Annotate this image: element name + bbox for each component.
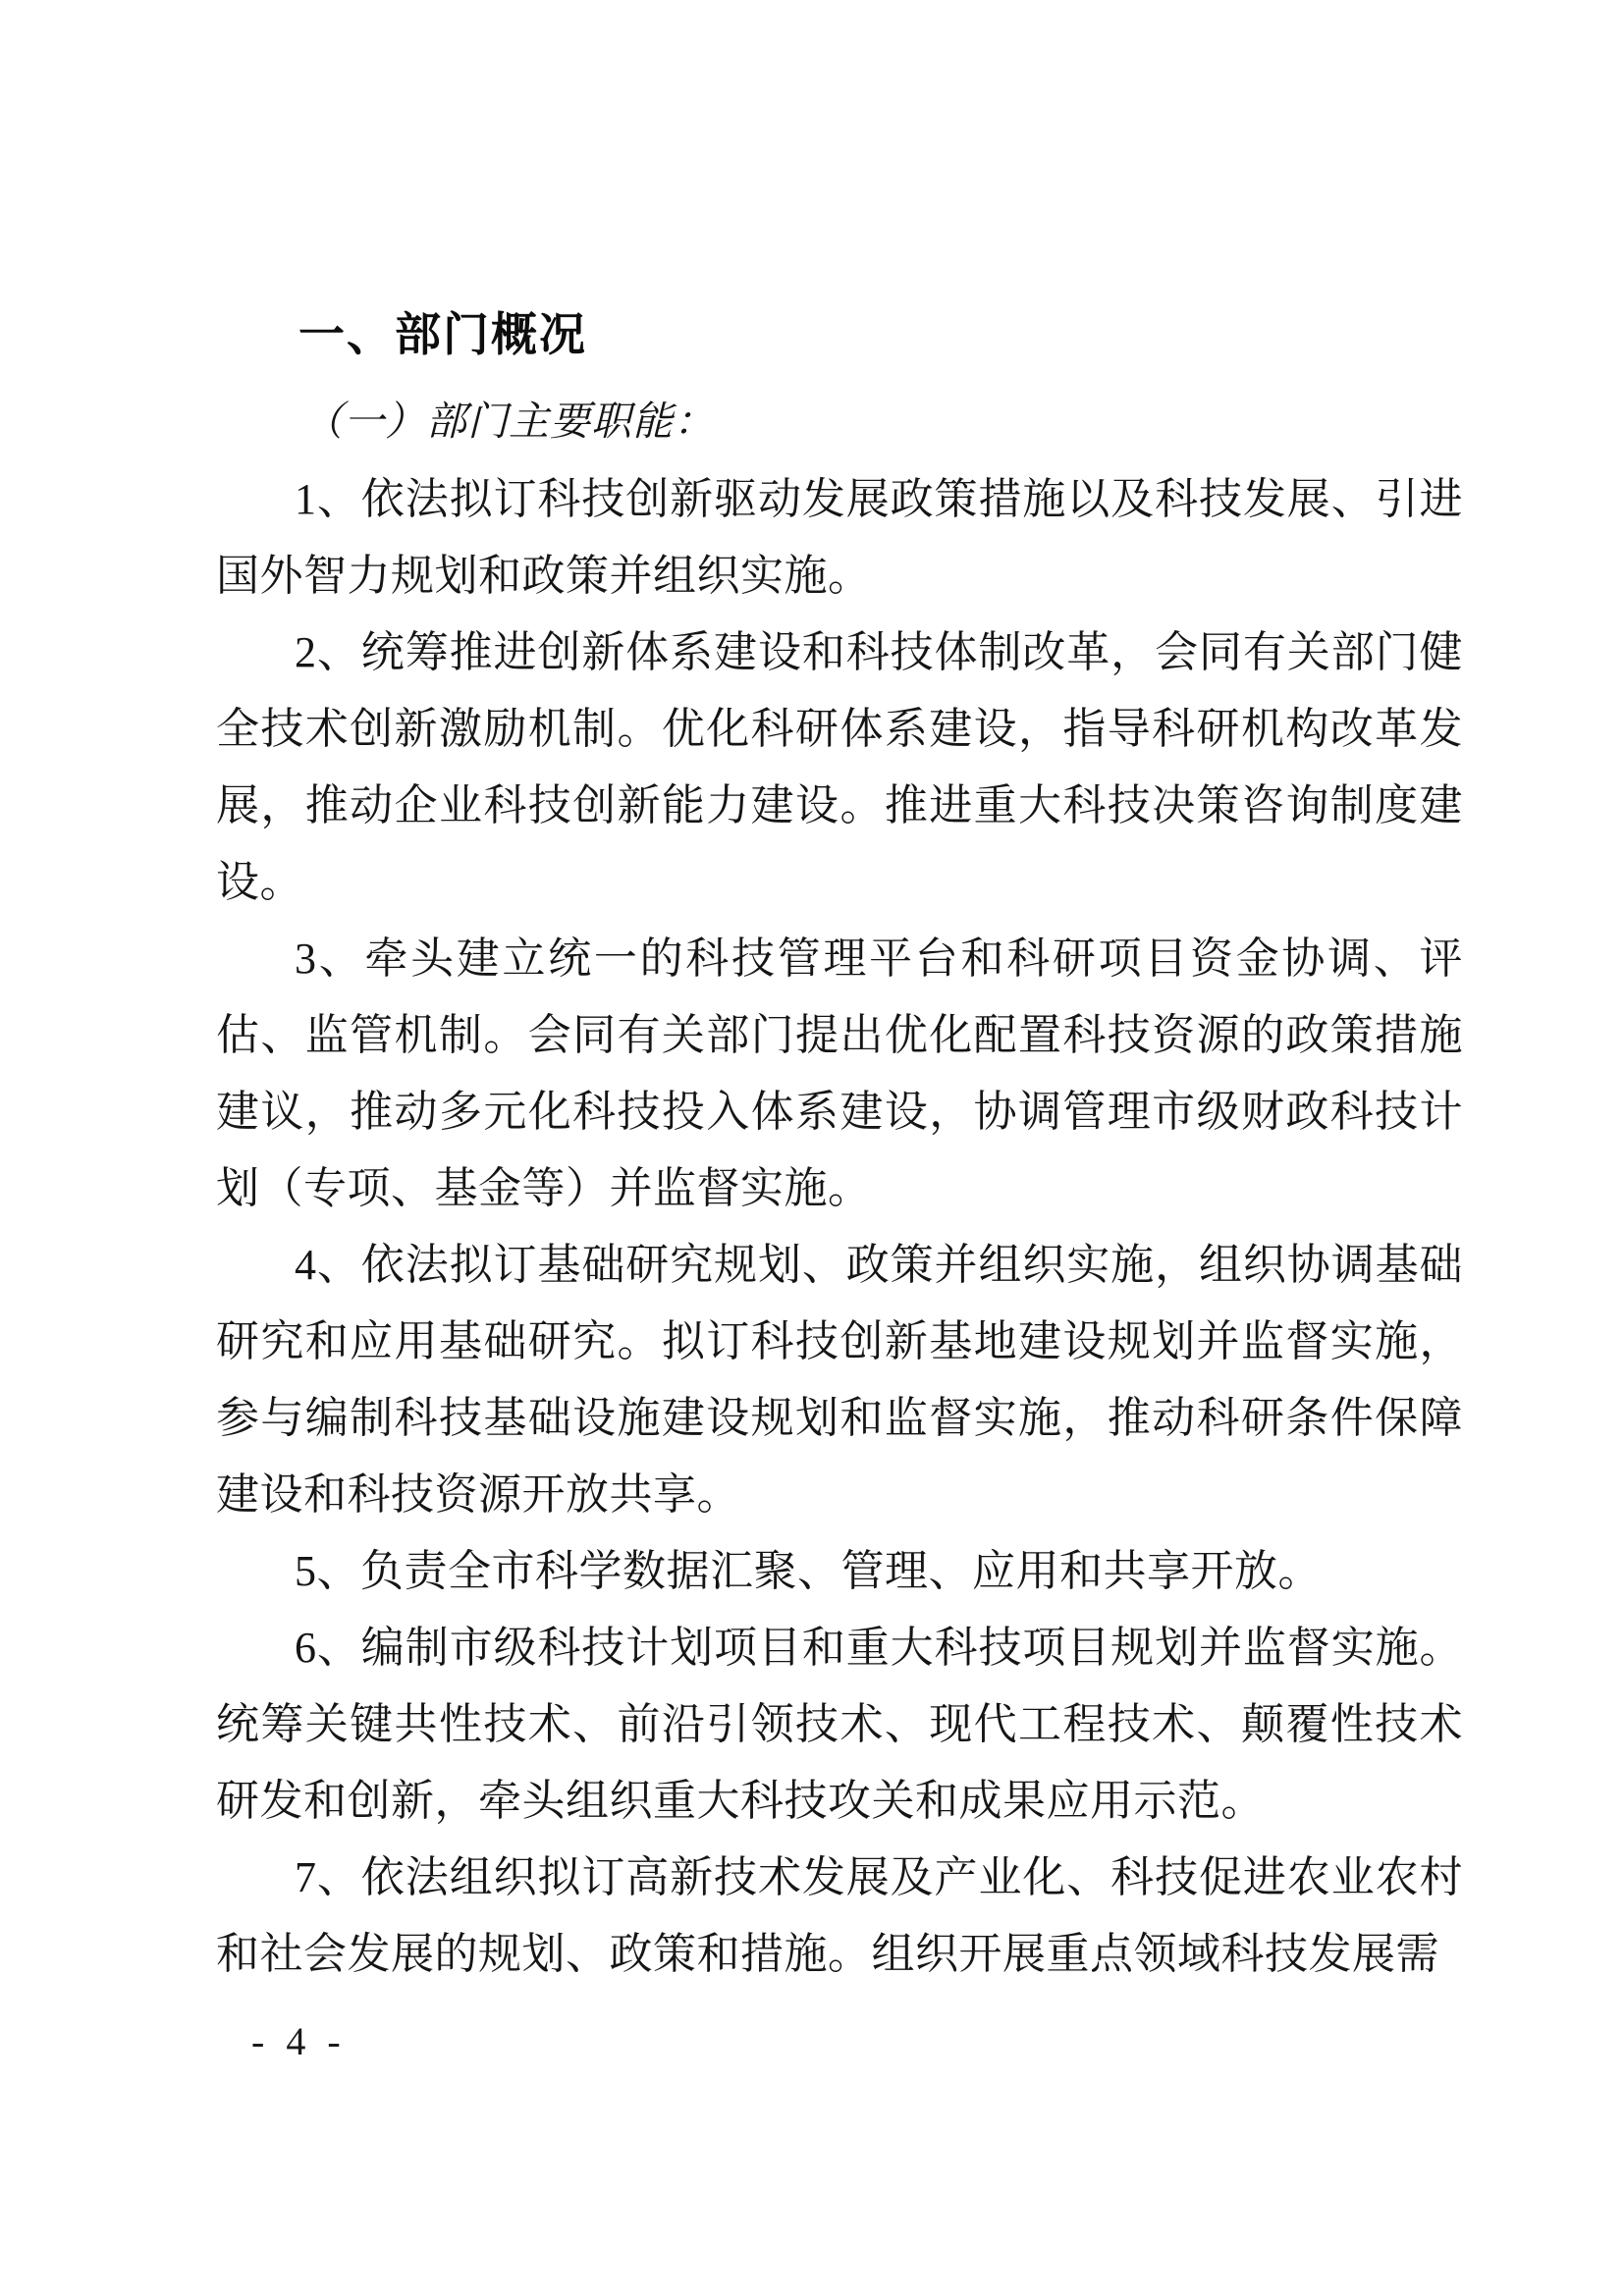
document-body bbox=[216, 289, 1463, 1993]
paragraph-6: 6、编制市级科技计划项目和重大科技项目规划并监督实施。统筹关键共性技术、前沿引领技术、现代工程技术、颠覆性技术研发和创新，牵头组织重大科技攻关和成果应用示范。 bbox=[216, 1624, 1463, 1825]
paragraph-7: 7、依法组织拟订高新技术发展及产业化、科技促进农业农村和社会发展的规划、政策和措施。组织开展重点领域科技发展需 bbox=[216, 1853, 1463, 1978]
paragraph-4: 4、依法拟订基础研究规划、政策并组织实施，组织协调基础研究和应用基础研究。拟订科技创新基地建设规划并监督实施，参与编制科技基础设施建设规划和监督实施，推动科研条件保障建设和科技资源开放共享。 bbox=[216, 1241, 1463, 1519]
subsection-heading: （一）部门主要职能： bbox=[302, 399, 715, 444]
section-heading: 一、部门概况 bbox=[298, 308, 587, 360]
paragraph-3: 3、牵头建立统一的科技管理平台和科研项目资金协调、评估、监管机制。会同有关部门提出优化配置科技资源的政策措施建议，推动多元化科技投入体系建设，协调管理市级财政科技计划（专项、基金等）并监督实施。 bbox=[216, 934, 1463, 1212]
paragraph-1: 1、依法拟订科技创新驱动发展政策措施以及科技发展、引进国外智力规划和政策并组织实施。 bbox=[216, 475, 1463, 600]
paragraph-5: 5、负责全市科学数据汇聚、管理、应用和共享开放。 bbox=[295, 1547, 1322, 1595]
page-number: - 4 - bbox=[251, 2019, 347, 2063]
paragraph-2: 2、统筹推进创新体系建设和科技体制改革，会同有关部门健全技术创新激励机制。优化科研体系建设，指导科研机构改革发展，推动企业科技创新能力建设。推进重大科技决策咨询制度建设。 bbox=[216, 628, 1463, 906]
